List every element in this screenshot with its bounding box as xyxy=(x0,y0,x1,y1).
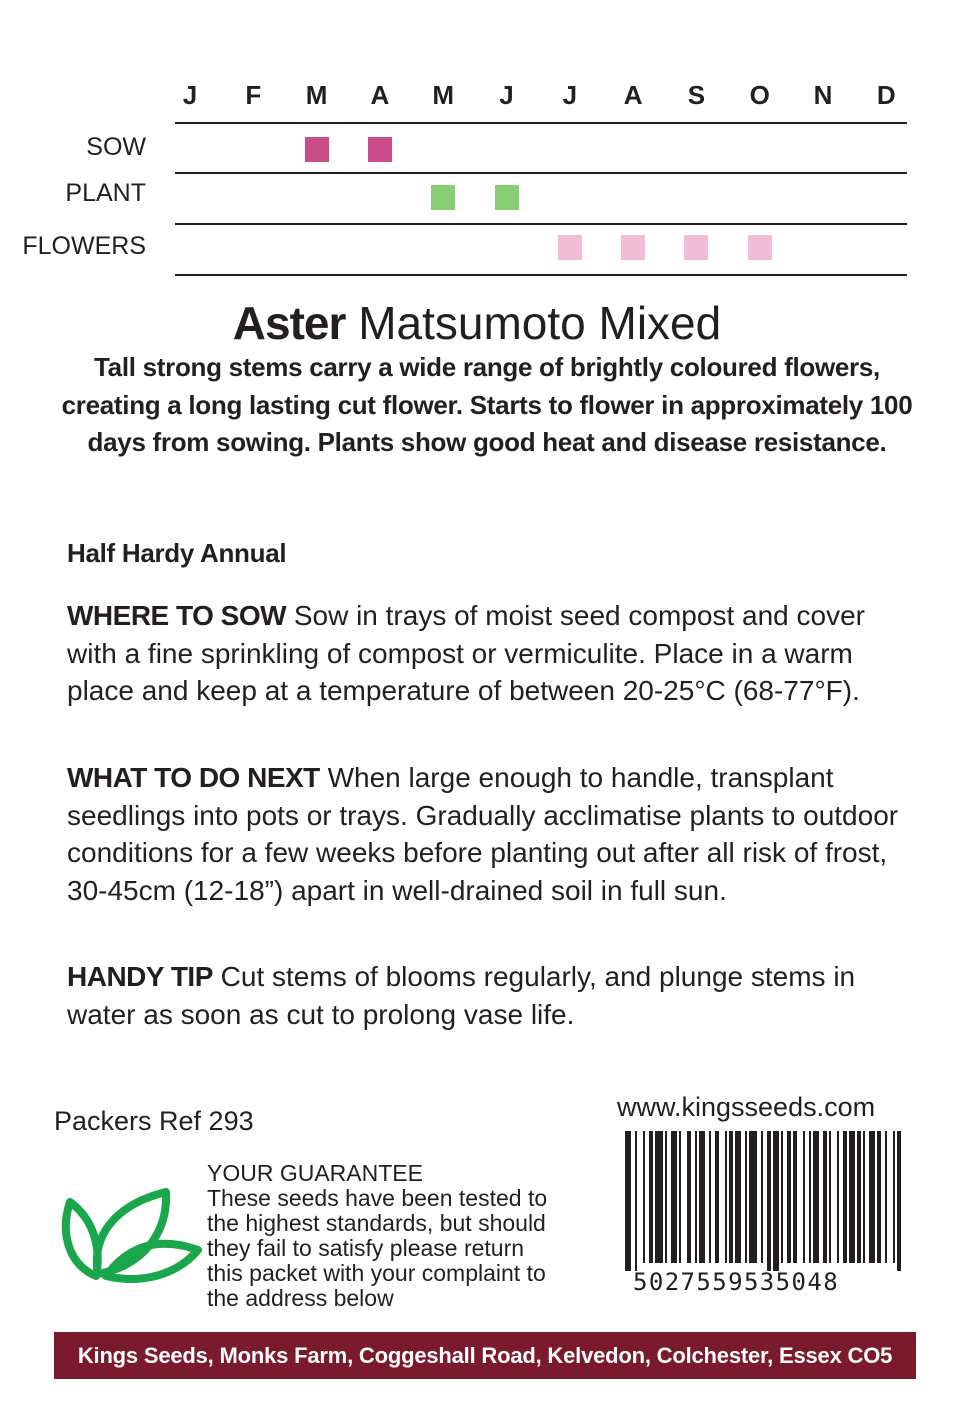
calendar-month-1: J xyxy=(182,80,198,110)
barcode-bar xyxy=(829,1131,831,1263)
leaf-logo-icon xyxy=(58,1184,203,1284)
barcode-bar xyxy=(655,1131,663,1263)
barcode-bar xyxy=(809,1131,811,1263)
handy-tip-heading: HANDY TIP xyxy=(67,961,213,992)
calendar-mark-plant-5 xyxy=(431,185,455,210)
barcode-bar xyxy=(725,1131,727,1263)
product-title xyxy=(0,296,954,350)
product-title-variety: Matsumoto Mixed xyxy=(358,297,722,349)
barcode-bar xyxy=(849,1131,855,1263)
calendar-row-label-flowers: FLOWERS xyxy=(22,232,146,260)
what-to-do-next-heading: WHAT TO DO NEXT xyxy=(67,762,320,793)
barcode-bar xyxy=(699,1131,705,1263)
barcode-bar xyxy=(803,1131,805,1263)
sowing-calendar xyxy=(0,0,954,290)
barcode-bar xyxy=(857,1131,861,1263)
calendar-month-11: N xyxy=(813,80,833,110)
website-url: www.kingsseeds.com xyxy=(617,1092,876,1122)
calendar-divider xyxy=(175,172,907,174)
what-to-do-next-section xyxy=(67,759,917,909)
barcode-bar xyxy=(643,1131,645,1263)
product-title-genus: Aster xyxy=(232,297,346,349)
barcode-bar xyxy=(869,1131,875,1263)
calendar-month-6: J xyxy=(499,80,514,110)
barcode-bar xyxy=(773,1131,779,1271)
where-to-sow-text: Sow in trays of moist seed compost and cover with a fine sprinkling of compost or vermiculite. Place in a warm place and keep at a temperature of between 20-25°C (68-77°F). xyxy=(67,600,865,707)
what-to-do-next-text: When large enough to handle, transplant seedlings into pots or trays. Gradually acclimatise plants to outdoor conditions for a few weeks before planting out after all risk of frost, 30-45cm (12-18”) apart in well-drained soil in full sun. xyxy=(67,762,899,906)
packers-ref: Packers Ref 293 xyxy=(54,1106,254,1136)
barcode-bar xyxy=(749,1131,757,1263)
barcode-bar xyxy=(793,1131,797,1263)
calendar-mark-flowers-9 xyxy=(684,235,708,260)
barcode-bar xyxy=(709,1131,711,1263)
barcode-bar xyxy=(679,1131,681,1263)
calendar-month-7: J xyxy=(562,80,578,110)
barcode-bar xyxy=(863,1131,865,1263)
barcode-bar xyxy=(885,1131,887,1263)
barcode-bar xyxy=(695,1131,697,1263)
calendar-divider xyxy=(175,274,907,276)
calendar-month-10: O xyxy=(749,80,770,110)
calendar-month-4: A xyxy=(370,80,390,110)
barcode-bar xyxy=(745,1131,747,1263)
barcode-bar xyxy=(813,1131,819,1263)
calendar-month-2: F xyxy=(245,80,262,110)
barcode-bar xyxy=(729,1131,733,1263)
barcode-bar xyxy=(687,1131,691,1263)
guarantee-block xyxy=(207,1161,607,1311)
calendar-row-label-sow: SOW xyxy=(86,133,146,161)
barcode-bar xyxy=(735,1131,741,1263)
guarantee-line: they fail to satisfy please return xyxy=(207,1235,525,1261)
barcode-bar xyxy=(761,1131,763,1263)
barcode-bar xyxy=(635,1131,637,1271)
barcode xyxy=(625,1131,913,1271)
where-to-sow-heading: WHERE TO SOW xyxy=(67,600,287,631)
barcode-bar xyxy=(767,1131,771,1271)
barcode-bar xyxy=(781,1131,783,1263)
barcode-bar xyxy=(877,1131,881,1263)
calendar-mark-sow-4 xyxy=(368,137,392,162)
calendar-mark-flowers-7 xyxy=(558,235,582,260)
barcode-bar xyxy=(715,1131,719,1263)
barcode-bar xyxy=(823,1131,827,1263)
barcode-bar xyxy=(649,1131,653,1263)
product-description: Tall strong stems carry a wide range of brightly coloured flowers, creating a long lasting cut flower. Starts to flower in approximately 100 days from sowing. Plants show good heat and disease resistance. xyxy=(61,352,913,457)
calendar-mark-flowers-10 xyxy=(748,235,772,260)
calendar-month-9: S xyxy=(687,80,706,110)
calendar-mark-plant-6 xyxy=(495,185,519,210)
calendar-month-8: A xyxy=(623,80,643,110)
guarantee-line: the highest standards, but should xyxy=(207,1210,546,1236)
handy-tip-text: Cut stems of blooms regularly, and plunge stems in water as soon as cut to prolong vase life. xyxy=(67,961,856,1030)
barcode-bar xyxy=(893,1131,895,1263)
calendar-month-5: M xyxy=(432,80,455,110)
guarantee-line: These seeds have been tested to xyxy=(207,1185,548,1211)
hardiness-label: Half Hardy Annual xyxy=(67,538,287,568)
barcode-number: 5027559535048 xyxy=(633,1268,840,1296)
barcode-bar xyxy=(625,1131,631,1271)
barcode-bar xyxy=(671,1131,677,1263)
barcode-bar xyxy=(787,1131,791,1263)
handy-tip-section xyxy=(67,958,917,1033)
calendar-mark-flowers-8 xyxy=(621,235,645,260)
barcode-bar xyxy=(897,1131,901,1271)
guarantee-line: this packet with your complaint to xyxy=(207,1260,546,1286)
calendar-month-12: D xyxy=(876,80,896,110)
guarantee-line: the address below xyxy=(207,1285,394,1311)
where-to-sow-section xyxy=(67,597,917,710)
barcode-bar xyxy=(837,1131,839,1263)
calendar-month-3: M xyxy=(305,80,328,110)
footer-address-bar: Kings Seeds, Monks Farm, Coggeshall Road, Kelvedon, Colchester, Essex CO5 9PG xyxy=(54,1332,916,1379)
calendar-divider xyxy=(175,122,907,124)
guarantee-title: YOUR GUARANTEE xyxy=(207,1160,423,1186)
barcode-bar xyxy=(843,1131,847,1263)
barcode-bar xyxy=(665,1131,667,1263)
calendar-divider xyxy=(175,223,907,225)
calendar-row-label-plant: PLANT xyxy=(65,179,146,207)
calendar-mark-sow-3 xyxy=(305,137,329,162)
